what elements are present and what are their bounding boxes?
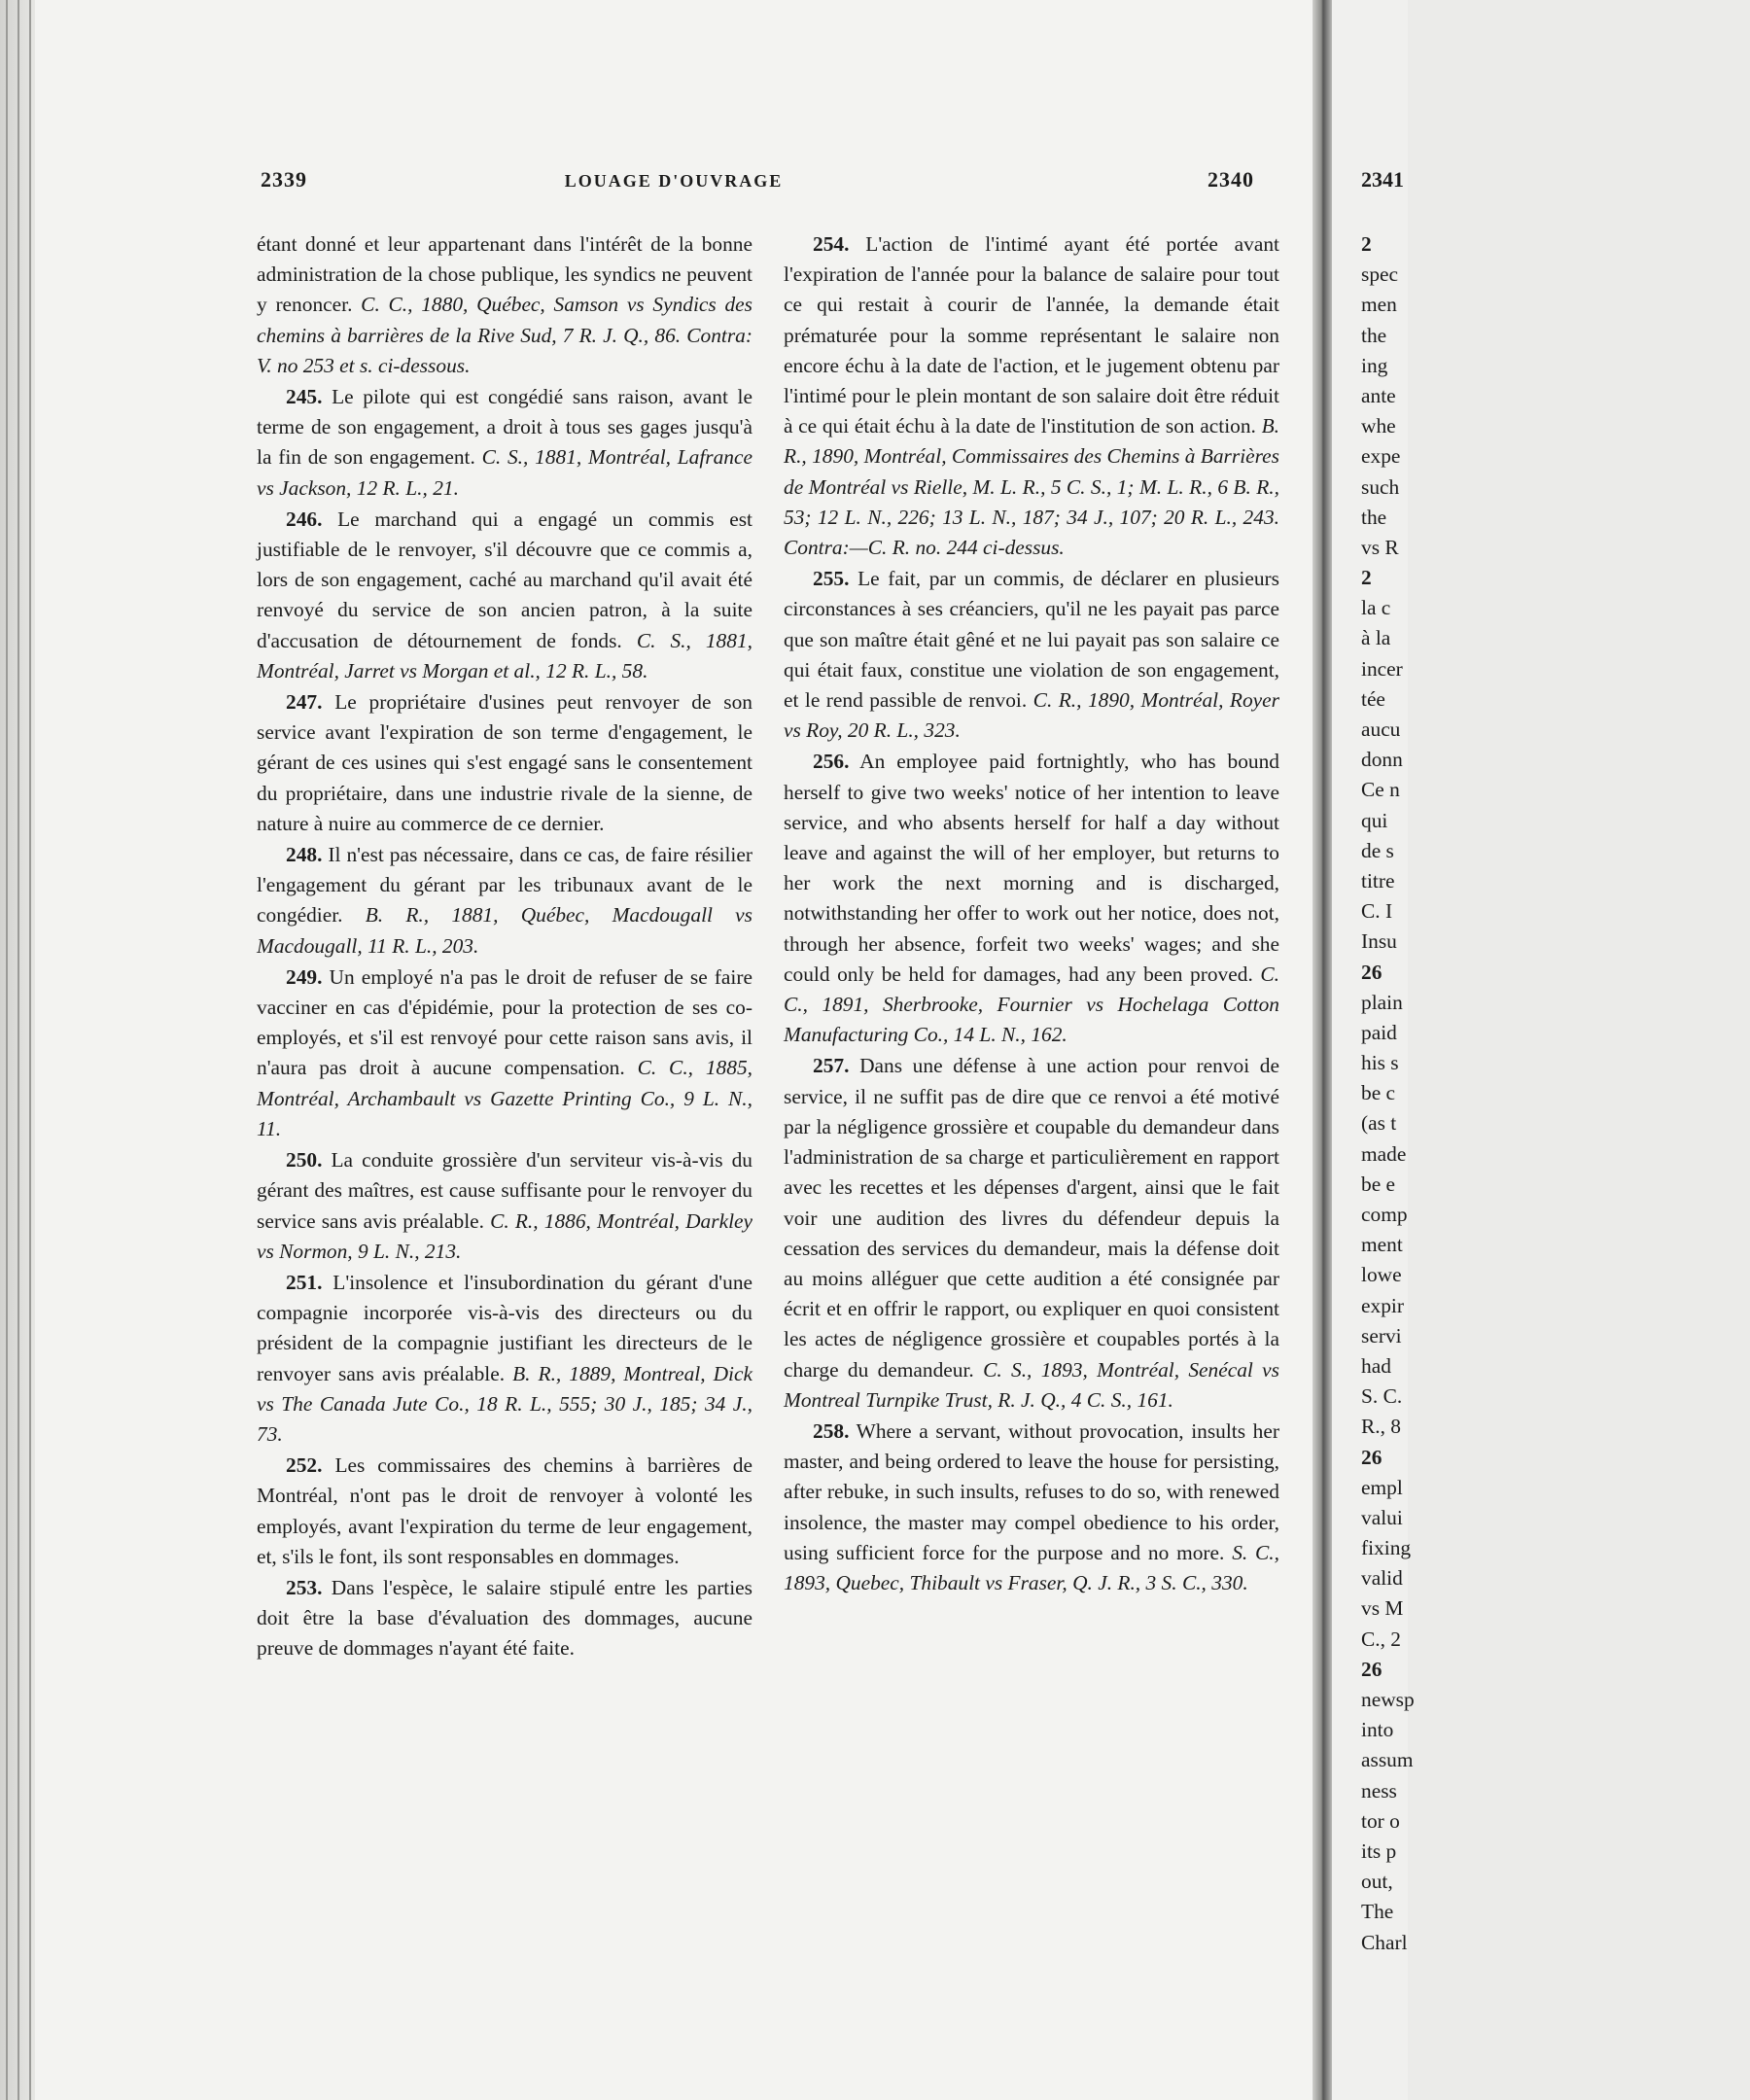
- entry-number: 247.: [286, 690, 323, 715]
- paragraph: [257, 1145, 752, 1267]
- next-page-line: its p: [1361, 1838, 1397, 1863]
- next-page-line: donn: [1361, 748, 1403, 772]
- entry-text: La conduite grossière d'un serviteur vis-à-vis du gérant des maîtres, est cause suffisante pour le renvoyer du service sans avis préalable.: [257, 1148, 752, 1233]
- entry-text: Le marchand qui a engagé un commis est justifiable de le renvoyer, s'il découvre que ce commis a, lors de son engagement, caché au marchand qu'il avait été renvoyé du service de son ancien patron, à la suite d'accusation de détournement de fonds.: [257, 507, 752, 652]
- next-page-line: expe: [1361, 444, 1401, 469]
- next-page-line: 26: [1361, 1445, 1382, 1469]
- entry-citation: C. C., 1880, Québec, Samson vs Syndics des chemins à barrières de la Rive Sud, 7 R. J. Q., 86. Contra: V. no 253 et s. ci-dessous.: [257, 293, 752, 377]
- entry-number: 257.: [813, 1054, 850, 1078]
- next-page-line: The: [1361, 1900, 1394, 1924]
- book-page: [35, 0, 1312, 2100]
- entry-citation: B. R., 1889, Montreal, Dick vs The Canada Jute Co., 18 R. L., 555; 30 J., 185; 34 J., 73.: [257, 1361, 752, 1446]
- next-page-line: tor o: [1361, 1808, 1400, 1833]
- next-page-line: S. C.: [1361, 1384, 1403, 1409]
- next-page-text: [1361, 229, 1750, 1958]
- next-page-line: de s: [1361, 838, 1394, 862]
- next-page-line: ante: [1361, 383, 1396, 407]
- entry-number: 255.: [813, 567, 850, 591]
- next-page-line: his s: [1361, 1051, 1399, 1075]
- paragraph: [257, 1268, 752, 1450]
- next-page-line: 2: [1361, 566, 1372, 590]
- running-title: LOUAGE D'OUVRAGE: [564, 171, 784, 191]
- next-page-line: incer: [1361, 656, 1403, 681]
- next-page-line: men: [1361, 293, 1397, 317]
- next-page-line: be c: [1361, 1081, 1396, 1105]
- next-page-line: expir: [1361, 1293, 1404, 1317]
- paragraph: [784, 564, 1279, 746]
- next-page-line: the: [1361, 323, 1387, 347]
- next-page-line: paid: [1361, 1020, 1397, 1044]
- left-page-number: 2339: [261, 167, 307, 192]
- paragraph: [257, 962, 752, 1144]
- paragraph: [257, 1451, 752, 1572]
- next-page-line: the: [1361, 505, 1387, 529]
- paragraph: [257, 229, 752, 381]
- right-page-number: 2340: [1208, 167, 1254, 192]
- next-page-line: lowe: [1361, 1263, 1402, 1287]
- paragraph: [784, 1051, 1279, 1415]
- paragraph: [257, 382, 752, 504]
- next-page-line: whe: [1361, 414, 1396, 438]
- entry-text: L'action de l'intimé ayant été portée avant l'expiration de l'année pour la balance de salaire pour tout ce qui restait à courir de l'année, la demande était prématurée pour la somme représentant le salaire non encore échu à la date de l'action, et le jugement obtenu par l'intimé pour le plein montant de son salaire doit être réduit à ce qui était échu à la date de l'institution de son action.: [784, 232, 1280, 438]
- entry-text: L'insolence et l'insubordination du gérant d'une compagnie incorporée vis-à-vis des directeurs ou du président de la compagnie justifiant les directeurs de le renvoyer sans avis préalable.: [257, 1270, 753, 1385]
- entry-text: Dans l'espèce, le salaire stipulé entre les parties doit être la base d'évaluation des dommages, aucune preuve de dommages n'ayant été faite.: [257, 1575, 752, 1661]
- next-page-line: à la: [1361, 626, 1391, 650]
- next-page-line: had: [1361, 1353, 1391, 1378]
- next-page-line: (as t: [1361, 1111, 1397, 1136]
- entry-text: Un employé n'a pas le droit de refuser de se faire vacciner en cas d'épidémie, pour la protection de ses co-employés, et s'il est renvoyé pour cette raison sans avis, il n'aura pas droit à aucune compensation.: [257, 964, 752, 1080]
- next-page-line: Ce n: [1361, 778, 1400, 802]
- next-page-line: made: [1361, 1141, 1407, 1166]
- entry-text: Le pilote qui est congédié sans raison, avant le terme de son engagement, a droit à tous ses gages jusqu'à la fin de son engagement.: [257, 385, 752, 470]
- left-edge-line-2: [18, 0, 19, 2100]
- entry-text: étant donné et leur appartenant dans l'intérêt de la bonne administration de la chose publique, les syndics ne peuvent y renoncer.: [257, 232, 752, 317]
- entry-text: An employee paid fortnightly, who has bound herself to give two weeks' notice of her intention to leave service, and who absents herself for half a day without leave and against the will of her employer, but returns to her work the next morning and is discharged, notwithstanding her offer to work out her notice, does not, through her absence, forfeit two weeks' wages; and she could only be held for damages, had any been proved.: [784, 750, 1279, 986]
- left-text-column: [257, 229, 752, 1665]
- paragraph: [257, 840, 752, 962]
- next-page-line: 2: [1361, 232, 1372, 256]
- entry-number: 245.: [286, 385, 323, 409]
- entry-text: Dans une défense à une action pour renvoi de service, il ne suffit pas de dire que ce renvoi a été motivé par la négligence grossière et coupable du demandeur dans l'administration de sa charge et particulièrement en rapport avec les recettes et les dépenses d'argent, ainsi que le fait voir une audition des livres du défendeur depuis la cessation des services du demandeur, mais la défense doit au moins alléguer que cette audition a été consignée par écrit et en offrir le rapport, ou expliquer en quoi consistent les actes de négligence grossière et coupables portés à la charge du demandeur.: [784, 1054, 1279, 1382]
- next-page-fragment: [1332, 0, 1415, 2100]
- next-page-line: qui: [1361, 808, 1388, 832]
- paragraph: [784, 747, 1279, 1050]
- next-page-line: such: [1361, 474, 1400, 499]
- entry-citation: C. R., 1890, Montréal, Royer vs Roy, 20 R. L., 323.: [784, 688, 1279, 743]
- next-page-line: vs R: [1361, 535, 1399, 559]
- entry-number: 253.: [286, 1575, 323, 1599]
- left-edge-line-3: [29, 0, 31, 2100]
- next-page-line: Insu: [1361, 929, 1397, 954]
- entry-text: Les commissaires des chemins à barrières de Montréal, n'ont pas le droit de renvoyer à volonté les employés, avant l'expiration du terme de leur engagement, et, s'ils le font, ils sont responsables en dommages.: [257, 1453, 752, 1568]
- entry-number: 254.: [813, 232, 850, 256]
- entry-citation: C. R., 1886, Montréal, Darkley vs Normon, 9 L. N., 213.: [257, 1208, 752, 1263]
- next-page-line: aucu: [1361, 718, 1401, 741]
- right-text-column: [784, 229, 1279, 1599]
- next-page-line: servi: [1361, 1323, 1402, 1348]
- entry-text: Le fait, par un commis, de déclarer en plusieurs circonstances à ses créanciers, qu'il ne les payait pas parce que son maître était gêné et ne lui payait pas son salaire ce qui était faux, constitue une violation de son engagement, et le rend passible de renvoi.: [784, 567, 1279, 713]
- entry-citation: C. S., 1881, Montréal, Jarret vs Morgan et al., 12 R. L., 58.: [257, 628, 752, 682]
- next-page-line: out,: [1361, 1870, 1393, 1894]
- entry-citation: B. R., 1881, Québec, Macdougall vs Macdougall, 11 R. L., 203.: [257, 903, 752, 958]
- paragraph: [257, 505, 752, 686]
- entry-number: 249.: [286, 964, 323, 989]
- entry-citation: C. C., 1885, Montréal, Archambault vs Gazette Printing Co., 9 L. N., 11.: [257, 1056, 752, 1140]
- next-page-line: assum: [1361, 1748, 1414, 1772]
- next-page-line: ment: [1361, 1233, 1403, 1257]
- entry-citation: B. R., 1890, Montréal, Commissaires des Chemins à Barrières de Montréal vs Rielle, M. L. R., 5 C. S., 1; M. L. R., 6 B. R., 53; 12 L. N., 226; 13 L. N., 187; 34 J., 107; 20 R. L., 243. Contra:—C. R. no. 244 ci-dessus.: [784, 414, 1279, 560]
- next-page-line: C. I: [1361, 899, 1393, 924]
- entry-number: 256.: [813, 750, 850, 774]
- next-page-line: plain: [1361, 990, 1403, 1014]
- entry-citation: C. C., 1891, Sherbrooke, Fournier vs Hochelaga Cotton Manufacturing Co., 14 L. N., 162.: [784, 962, 1279, 1047]
- entry-number: 252.: [286, 1453, 323, 1478]
- next-page-line: 26: [1361, 1657, 1382, 1681]
- next-page-line: be e: [1361, 1172, 1396, 1196]
- entry-citation: C. S., 1881, Montréal, Lafrance vs Jackson, 12 R. L., 21.: [257, 445, 752, 500]
- next-page-line: spec: [1361, 262, 1399, 287]
- entry-number: 258.: [813, 1418, 850, 1443]
- paragraph: [257, 687, 752, 839]
- entry-citation: S. C., 1893, Quebec, Thibault vs Fraser, Q. J. R., 3 S. C., 330.: [784, 1540, 1279, 1594]
- next-page-line: tée: [1361, 686, 1385, 711]
- next-page-line: ness: [1361, 1778, 1397, 1802]
- next-page-line: Charl: [1361, 1930, 1408, 1954]
- next-page-line: la c: [1361, 596, 1391, 620]
- entry-citation: C. S., 1893, Montréal, Senécal vs Montreal Turnpike Trust, R. J. Q., 4 C. S., 161.: [784, 1357, 1279, 1412]
- paragraph: [784, 229, 1279, 563]
- left-edge-line-1: [6, 0, 8, 2100]
- next-page-number: 2341: [1361, 167, 1404, 192]
- next-page-line: ing: [1361, 353, 1388, 377]
- next-page-line: vs M: [1361, 1596, 1404, 1621]
- next-page-line: into: [1361, 1718, 1394, 1742]
- paragraph: [257, 1573, 752, 1664]
- next-page-line: newsp: [1361, 1688, 1415, 1711]
- entry-number: 250.: [286, 1148, 323, 1172]
- next-page-line: valui: [1361, 1505, 1403, 1529]
- next-page-line: C., 2: [1361, 1627, 1402, 1651]
- next-page-line: empl: [1361, 1475, 1403, 1499]
- next-page-line: comp: [1361, 1203, 1408, 1226]
- entry-text: Le propriétaire d'usines peut renvoyer de son service avant l'expiration de son terme d'engagement, le gérant de ces usines qui s'est engagé sans le consentement du propriétaire, dans une industrie rivale de la sienne, de nature à nuire au commerce de ce dernier.: [257, 690, 752, 835]
- paragraph: [784, 1417, 1279, 1598]
- book-gutter: [1312, 0, 1332, 2100]
- entry-text: Il n'est pas nécessaire, dans ce cas, de faire résilier l'engagement du gérant par les tribunaux avant de le congédier.: [257, 843, 752, 928]
- entry-text: Where a servant, without provocation, insults her master, and being ordered to leave the house for persisting, after rebuke, in such insults, refuses to do so, with renewed insolence, the master may compel obedience to his order, using sufficient force for the purpose and no more.: [784, 1418, 1279, 1564]
- next-page-line: titre: [1361, 868, 1395, 892]
- entry-number: 251.: [286, 1270, 323, 1294]
- entry-number: 246.: [286, 507, 323, 531]
- entry-number: 248.: [286, 843, 323, 867]
- next-page-line: R., 8: [1361, 1415, 1402, 1439]
- next-page-line: fixing: [1361, 1536, 1412, 1560]
- next-page-line: 26: [1361, 960, 1382, 984]
- next-page-line: valid: [1361, 1566, 1403, 1591]
